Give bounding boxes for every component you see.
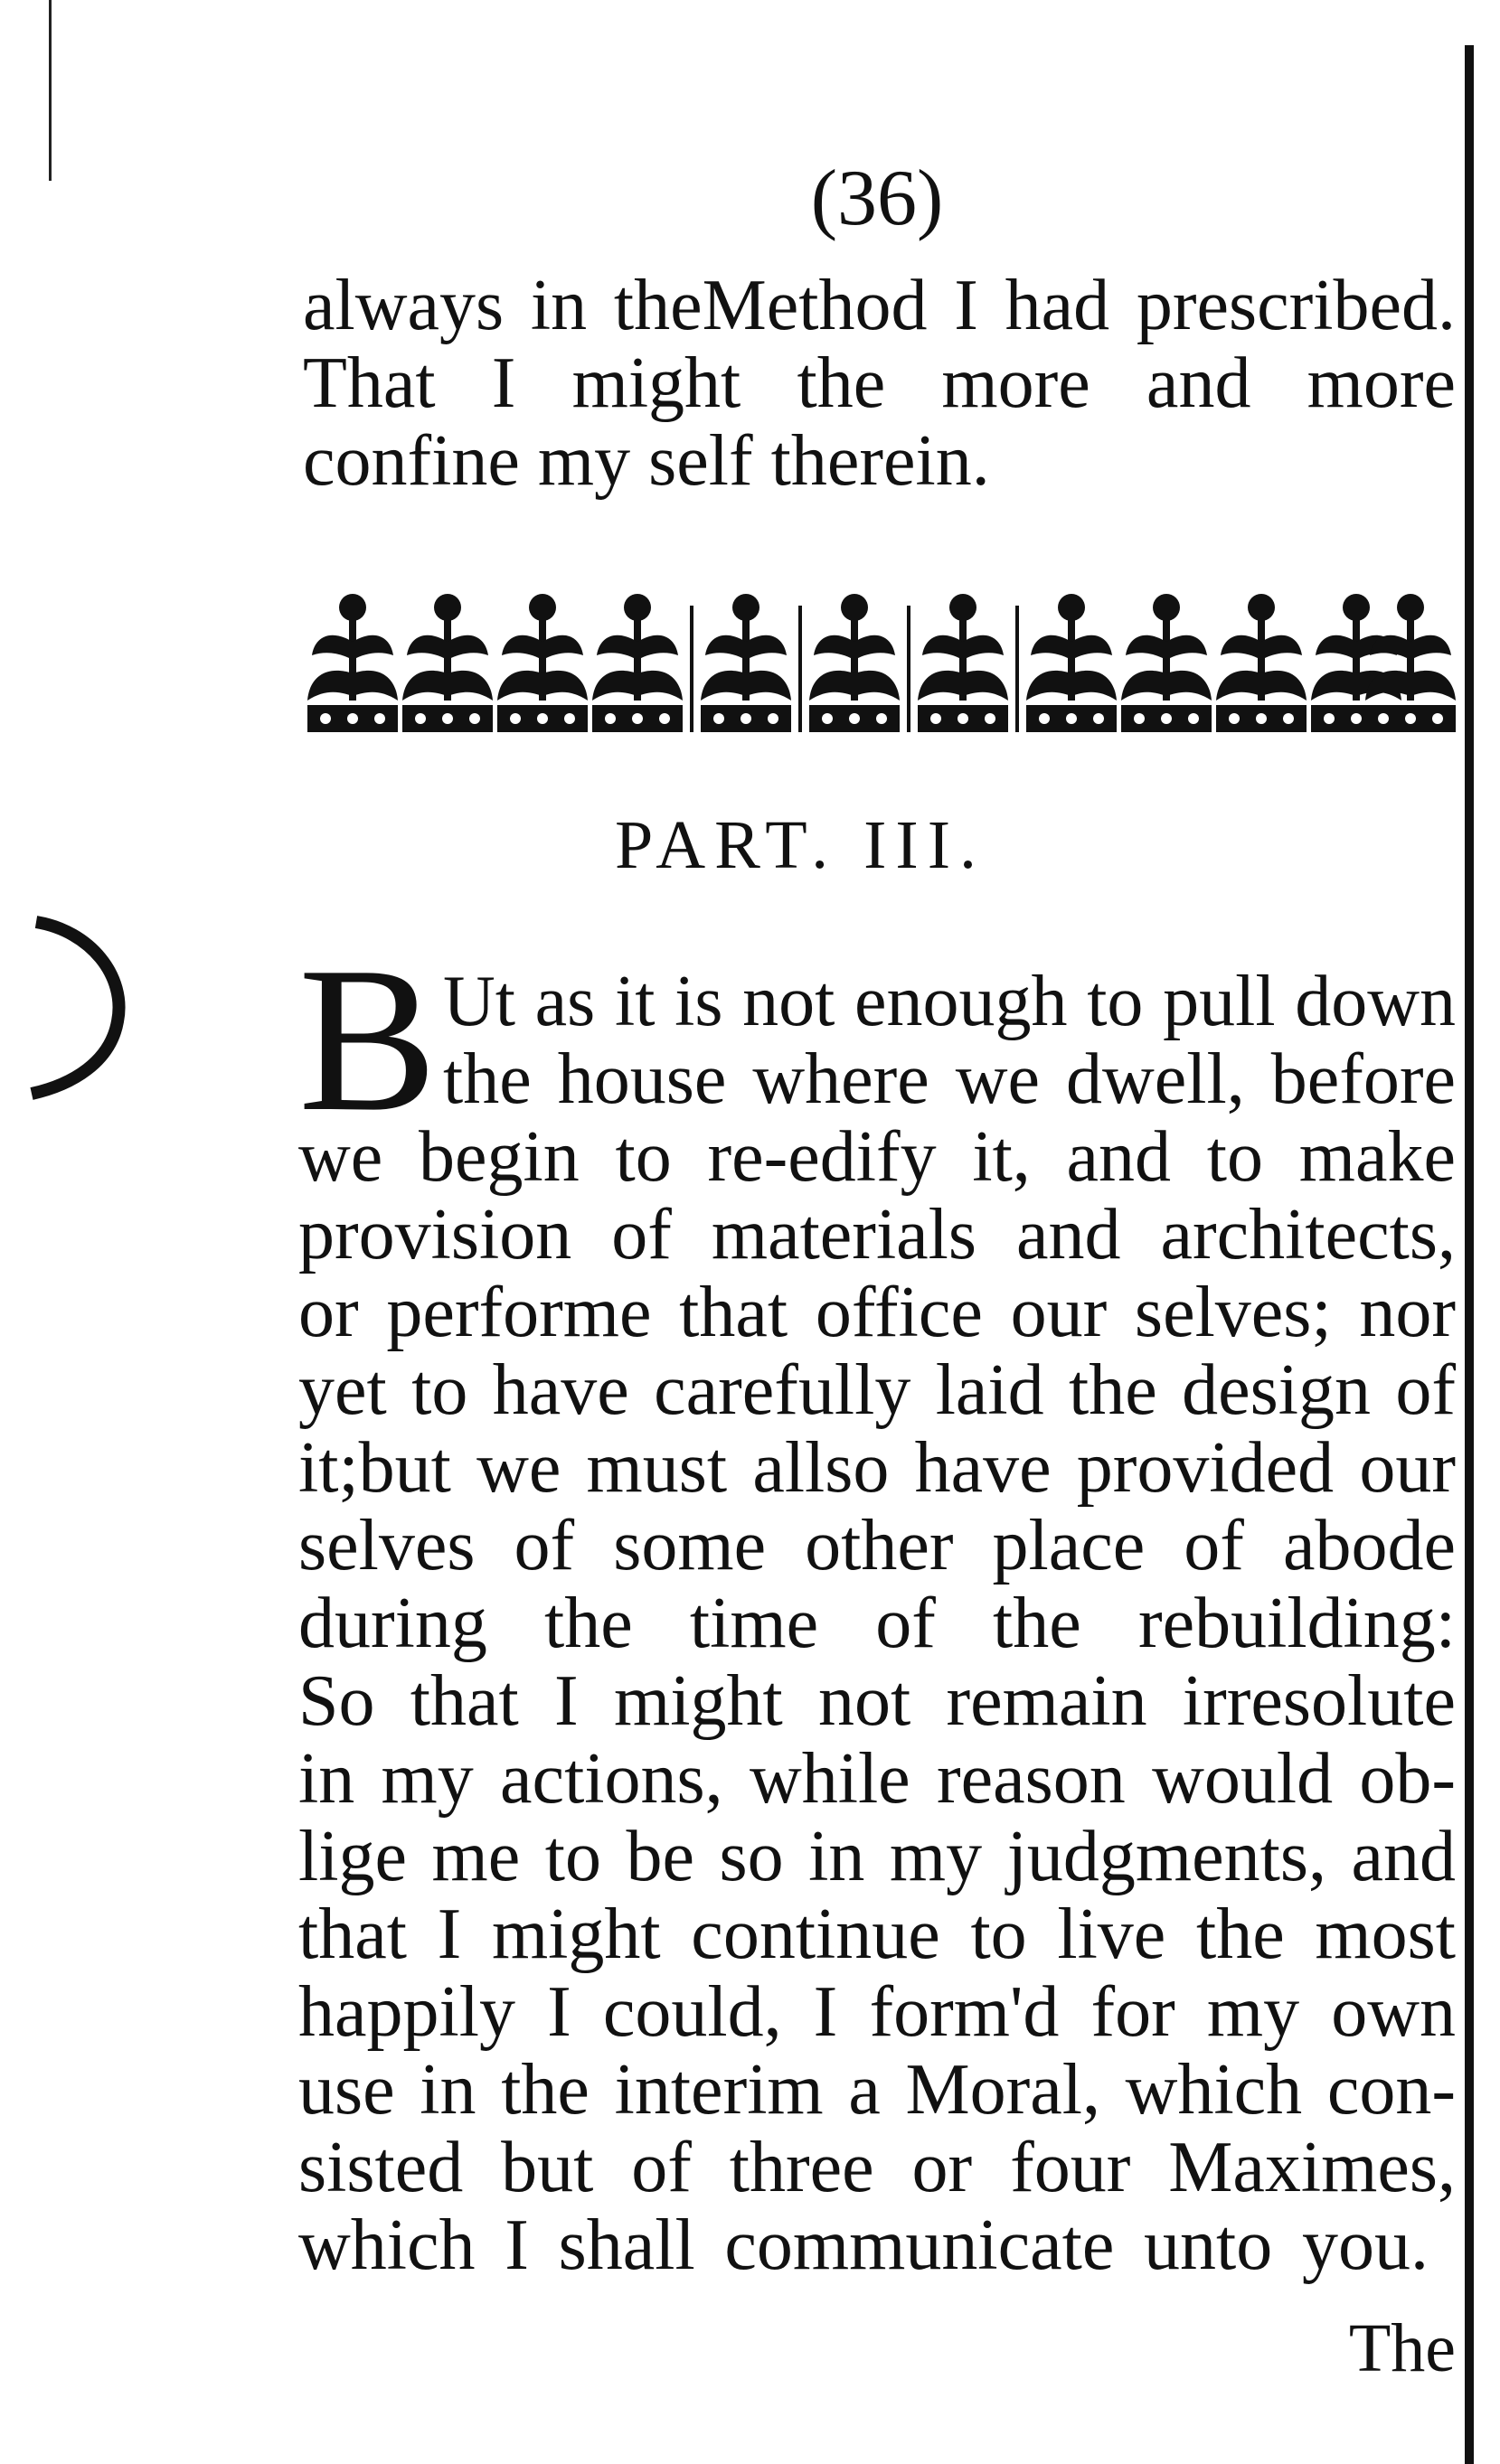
- body-line-1: Ut as it is not enough to pull down: [443, 962, 1456, 1041]
- body-line-16: sisted but of three or four Maximes,: [298, 2128, 1456, 2207]
- continuation-line-3: confine my self therein.: [303, 421, 990, 501]
- body-line-14: happily I could, I form'd for my own: [298, 1972, 1456, 2052]
- floral-headpiece-ornament: [303, 578, 1456, 741]
- body-line-7: it;but we must allso have provided our: [298, 1428, 1456, 1508]
- body-line-13: that I might continue to live the most: [298, 1895, 1456, 1974]
- page-number: (36): [810, 155, 944, 242]
- catchword: The: [1348, 2310, 1456, 2386]
- continuation-line-1: always in theMethod I had prescribed.: [303, 266, 1456, 345]
- scan-edge-line: [49, 0, 52, 181]
- part-heading: PART. III.: [615, 807, 986, 883]
- body-line-8: selves of some other place of abode: [298, 1506, 1456, 1585]
- body-line-4: provision of materials and architects,: [298, 1195, 1456, 1274]
- body-line-11: in my actions, while reason would ob-: [298, 1739, 1456, 1819]
- body-line-12: lige me to be so in my judgments, and: [298, 1817, 1456, 1896]
- body-line-2: the house where we dwell, before: [443, 1039, 1456, 1119]
- body-line-10: So that I might not remain irresolute: [298, 1661, 1456, 1741]
- scan-bracket-mark: [27, 904, 127, 1112]
- drop-cap: B: [298, 924, 438, 1154]
- body-line-17: which I shall communicate unto you.: [298, 2205, 1429, 2285]
- body-line-6: yet to have carefully laid the design of: [298, 1350, 1456, 1430]
- body-line-9: during the time of the rebuilding:: [298, 1584, 1456, 1663]
- page-gutter-rule: [1465, 45, 1474, 2464]
- continuation-line-2: That I might the more and more: [303, 343, 1456, 423]
- body-line-5: or performe that office our selves; nor: [298, 1273, 1456, 1352]
- body-line-3: we begin to re-edify it, and to make: [298, 1117, 1456, 1197]
- body-line-15: use in the interim a Moral, which con-: [298, 2050, 1456, 2130]
